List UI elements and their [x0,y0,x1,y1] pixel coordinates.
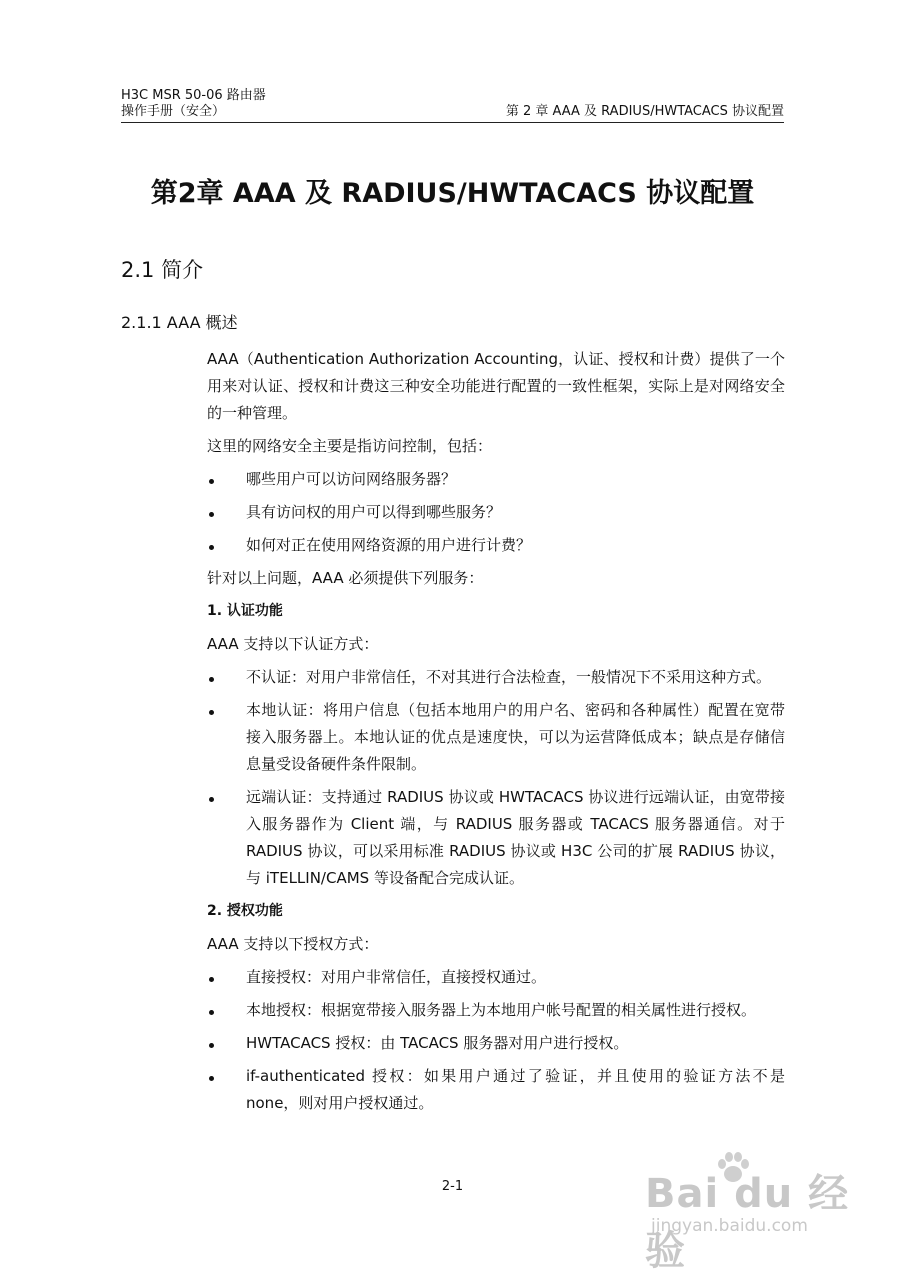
list-item: 直接授权：对用户非常信任，直接授权通过。 [207,964,785,991]
list-item: 哪些用户可以访问网络服务器？ [207,466,785,493]
services-intro: 针对以上问题，AAA 必须提供下列服务： [207,569,484,587]
list-item: 远端认证：支持通过 RADIUS 协议或 HWTACACS 协议进行远端认证，由宽带接入服务器作为 Client 端，与 RADIUS 服务器或 TACACS 服务器通信。对于 RADIUS 协议，可以采用标准 RADIUS 协议或 H3C 公司的扩展 RADIUS 协议，与 iTELLIN/CAMS 等设备配合完成认证。 [207,784,785,892]
list-item: HWTACACS 授权：由 TACACS 服务器对用户进行授权。 [207,1030,785,1057]
authz-list [207,964,785,1117]
authz-intro: AAA 支持以下授权方式： [207,935,379,953]
header-manual: 操作手册（安全） [121,104,226,119]
intro-paragraph: AAA（Authentication Authorization Accounting，认证、授权和计费）提供了一个用来对认证、授权和计费这三种安全功能进行配置的一致性框架，实际上是对网络安全的一种管理。 [207,350,785,422]
list-item: if-authenticated 授权：如果用户通过了验证，并且使用的验证方法不是 none，则对用户授权通过。 [207,1063,785,1117]
auth-heading: 1. 认证功能 [207,603,283,619]
section-title: 2.1 简介 [121,258,204,282]
watermark-logo: Bai du 经验 [645,1171,850,1274]
auth-intro: AAA 支持以下认证方式： [207,635,379,653]
subsection-title: 2.1.1 AAA 概述 [121,313,238,332]
header-product: H3C MSR 50-06 路由器 [121,88,266,103]
header-chapter: 第 2 章 AAA 及 RADIUS/HWTACACS 协议配置 [505,104,784,119]
watermark [645,1150,855,1274]
authz-heading: 2. 授权功能 [207,903,283,919]
access-list [207,466,785,559]
list-item: 本地授权：根据宽带接入服务器上为本地用户帐号配置的相关属性进行授权。 [207,997,785,1024]
auth-list [207,664,785,892]
header-rule [121,122,784,123]
list-item: 具有访问权的用户可以得到哪些服务？ [207,499,785,526]
list-item: 不认证：对用户非常信任，不对其进行合法检查，一般情况下不采用这种方式。 [207,664,785,691]
watermark-url: jingyan.baidu.com [651,1216,808,1236]
body-text [207,346,785,1123]
access-intro: 这里的网络安全主要是指访问控制，包括： [207,437,493,455]
page-number: 2-1 [441,1179,464,1194]
list-item: 本地认证：将用户信息（包括本地用户的用户名、密码和各种属性）配置在宽带接入服务器上。本地认证的优点是速度快，可以为运营降低成本；缺点是存储信息量受设备硬件条件限制。 [207,697,785,778]
chapter-title: 第2章 AAA 及 RADIUS/HWTACACS 协议配置 [150,178,755,209]
list-item: 如何对正在使用网络资源的用户进行计费？ [207,532,785,559]
